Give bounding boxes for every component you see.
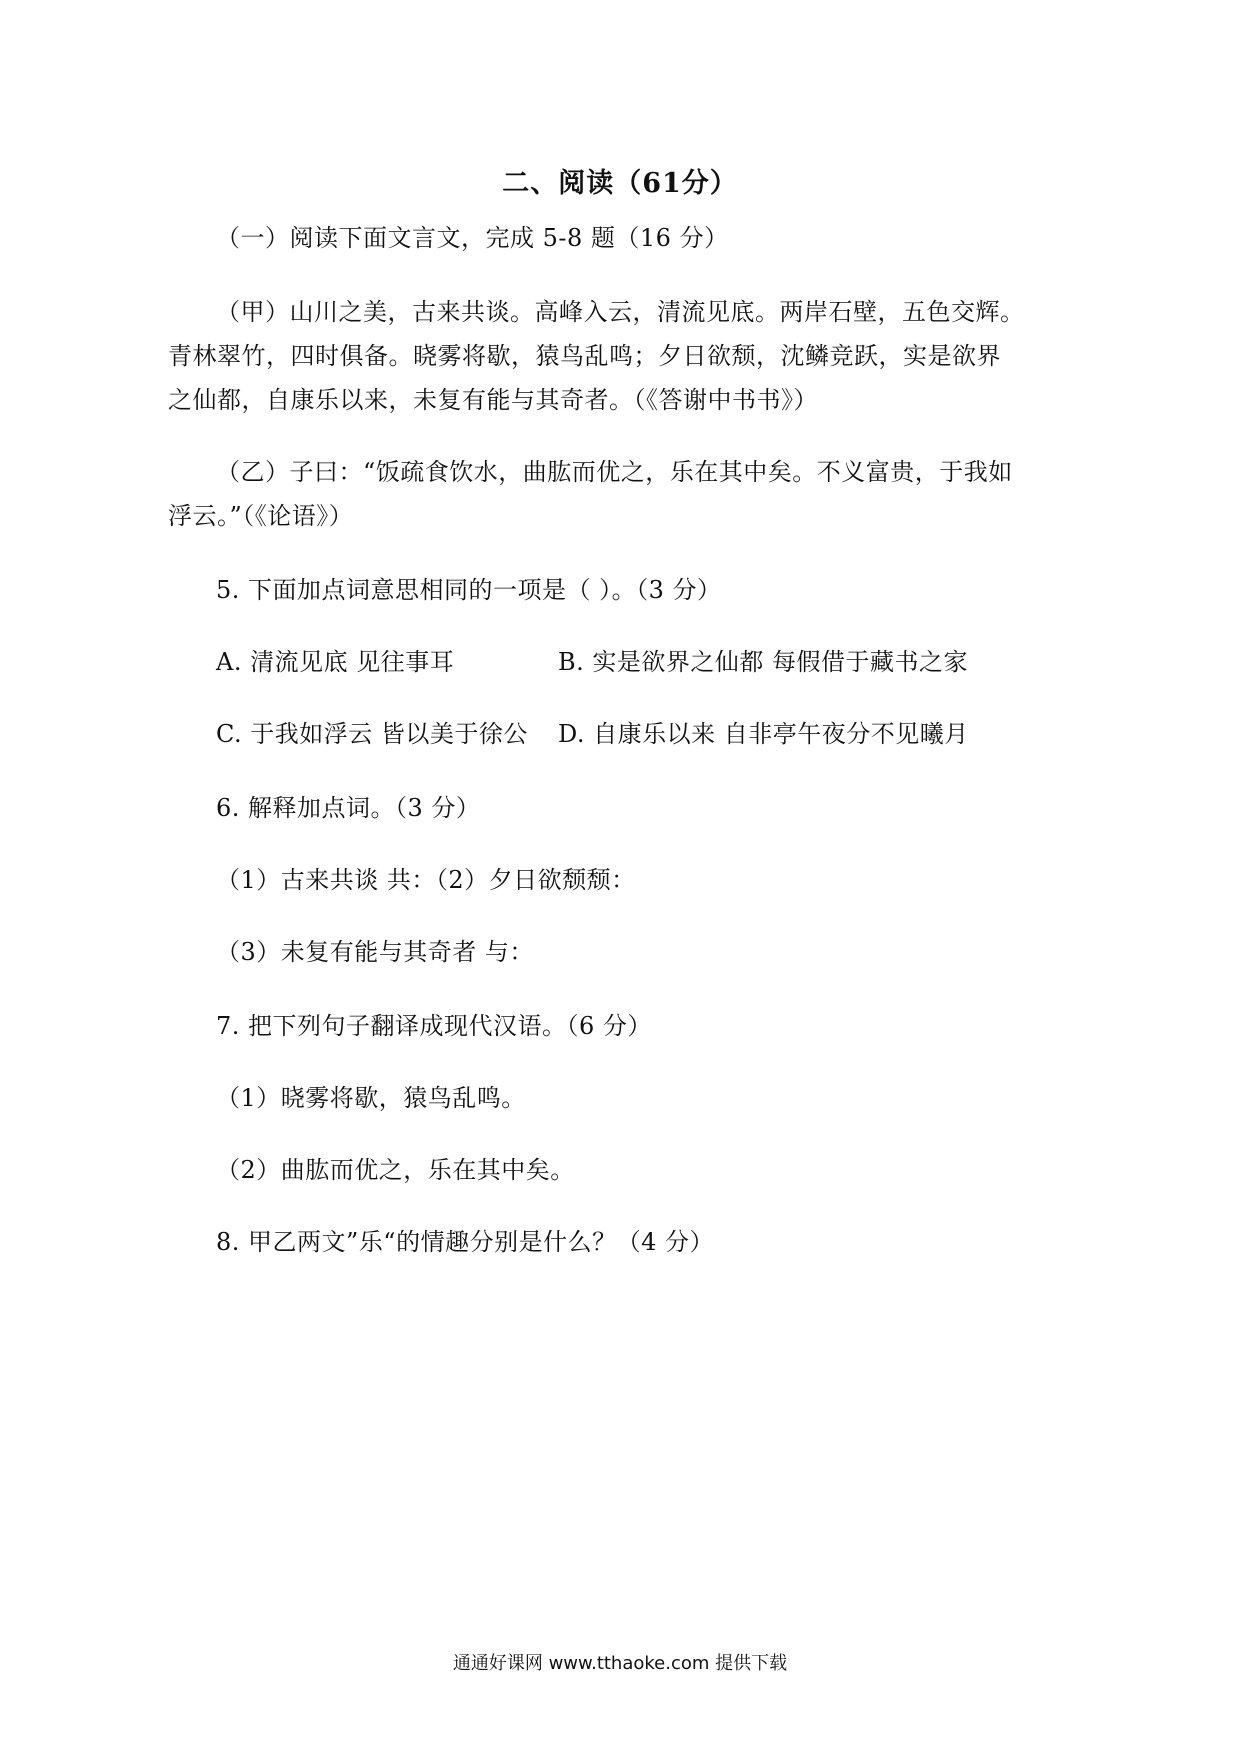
footer-credit: 通通好课网 www.tthaoke.com 提供下载 <box>452 1653 788 1674</box>
question-5-stem: 5. 下面加点词意思相同的一项是（ ）。（3 分） <box>216 576 722 604</box>
passage-jia-line-1: （甲）山川之美，古来共谈。高峰入云，清流见底。两岸石壁，五色交辉。 <box>216 298 1025 326</box>
question-6-line-2: （3）未复有能与其奇者 与： <box>216 938 534 966</box>
passage-yi-line-2: 浮云。”（《论语》） <box>168 502 354 530</box>
question-7-stem: 7. 把下列句子翻译成现代汉语。（6 分） <box>216 1012 652 1040</box>
question-5-option-c: C. 于我如浮云 皆以美于徐公 <box>216 720 528 748</box>
part1-heading: （一）阅读下面文言文，完成 5-8 题（16 分） <box>216 224 729 252</box>
question-6-line-1: （1）古来共谈 共：（2）夕日欲颓颓： <box>216 866 636 894</box>
question-5-option-d: D. 自康乐以来 自非亭午夜分不见曦月 <box>558 720 969 748</box>
question-8-stem: 8. 甲乙两文”乐“的情趣分别是什么？（4 分） <box>216 1228 714 1256</box>
question-7-item-2: （2）曲肱而优之，乐在其中矣。 <box>216 1156 575 1184</box>
question-7-item-1: （1）晓雾将歇，猿鸟乱鸣。 <box>216 1084 526 1112</box>
question-6-stem: 6. 解释加点词。（3 分） <box>216 794 481 822</box>
passage-yi-line-1: （乙）子曰：“饭疏食饮水，曲肱而优之，乐在其中矣。不义富贵，于我如 <box>216 458 1013 486</box>
section-title: 二、阅读（61分） <box>502 168 738 199</box>
question-5-option-a: A. 清流见底 见往事耳 <box>216 648 455 676</box>
passage-jia-line-2: 青林翠竹，四时俱备。晓雾将歇，猿鸟乱鸣；夕日欲颓，沈鳞竞跃，实是欲界 <box>168 342 1001 370</box>
passage-jia-line-3: 之仙都，自康乐以来，未复有能与其奇者。（《答谢中书书》） <box>168 386 818 414</box>
question-5-option-b: B. 实是欲界之仙都 每假借于藏书之家 <box>558 648 969 676</box>
